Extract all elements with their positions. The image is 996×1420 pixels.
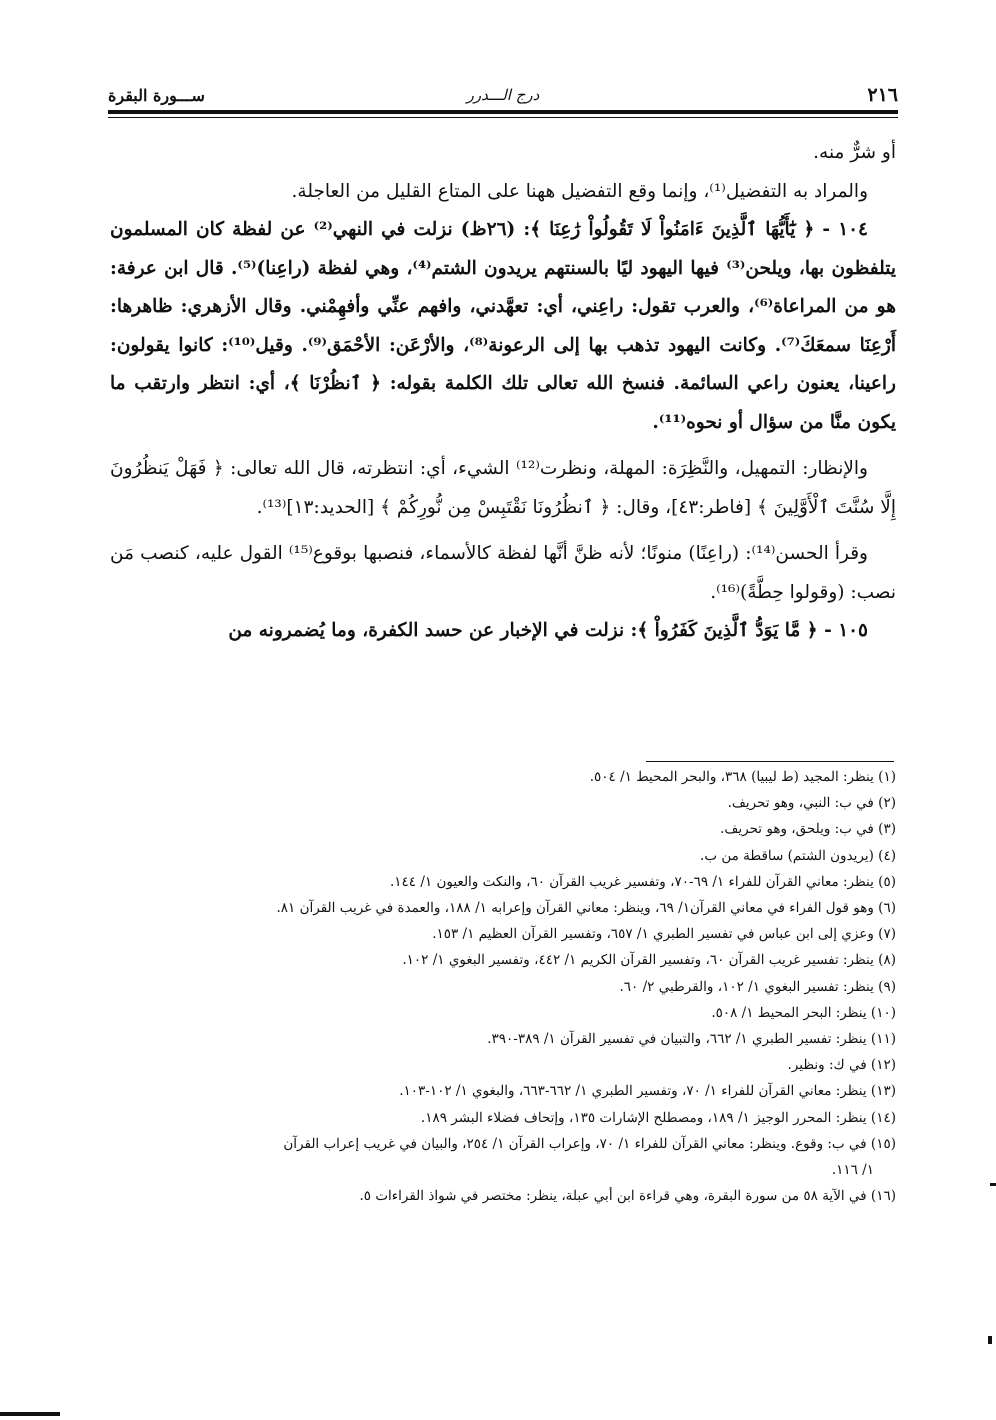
footnote: (٥) ينظر: معاني القرآن للفراء ١/ ٦٩-٧٠، وتفسير غريب القرآن ٦٠، والنكت والعيون ١/ ١٤٤. (390, 873, 896, 890)
footnote: (٩) ينظر: تفسير البغوي ١/ ١٠٢، والقرطبي ٢/ ٦٠. (619, 978, 896, 995)
footnote: (١٤) ينظر: المحرر الوجيز ١/ ١٨٩، ومصطلح الإشارات ١٣٥، وإتحاف فضلاء البشر ١٨٩. (420, 1109, 896, 1126)
footnote: (٣) في ب: ويلحق، وهو تحريف. (720, 821, 896, 838)
page-number: ٢١٦ (867, 84, 898, 106)
verse-105-paragraph: ١٠٥ - ﴿ مَّا يَوَدُّ ٱلَّذِينَ كَفَرُواْ ﴾: نزلت في الإخبار عن حسد الكفرة، وما يُضمرونه من (228, 620, 868, 641)
scan-edge-dot (988, 1336, 992, 1344)
footnote: (١٣) ينظر: معاني القرآن للفراء ١/ ٧٠، وتفسير الطبري ١/ ٦٦٢-٦٦٣، والبغوي ١/ ١٠٢-١٠٣. (399, 1083, 896, 1100)
footnote: (١٢) في ك: ونظير. (787, 1057, 896, 1074)
footnote: (١) ينظر: المجيد (ط ليبيا) ٣٦٨، والبحر المحيط ١/ ٥٠٤. (589, 769, 896, 785)
footnote: (٢) في ب: النبي، وهو تحريف. (727, 795, 896, 812)
footnote-continuation: ١/ ١١٦. (831, 1162, 874, 1179)
paragraph: أو شرٌّ منه. (813, 142, 896, 163)
paragraph: والإنظار: التمهيل، والنَّظِرَة: المهلة، ونظرت⁽¹²⁾ الشيء، أي: انتظرته، قال الله تعالى: ﴿ فَهَلْ يَنظُرُونَ إِلَّا سُنَّتَ ٱلْأَوَّلِينَ ﴾ [فاطر:٤٣]، وقال: ﴿ ٱنظُرُونَا نَقْتَبِسْ مِن نُّورِكُمْ ﴾ [الحديد:١٣]⁽¹³⁾. (110, 458, 896, 518)
surah-name: ســـورة البقرة (108, 86, 205, 105)
page-header (108, 84, 898, 108)
footnote: (٧) وعزي إلى ابن عباس في تفسير الطبري ١/ ٦٥٧، وتفسير القرآن العظيم ١/ ١٥٣. (432, 926, 896, 943)
footnote-separator (646, 761, 894, 762)
header-rule-thin (108, 117, 898, 118)
footnote: (١٦) في الآية ٥٨ من سورة البقرة، وهي قراءة ابن أبي عبلة، ينظر: مختصر في شواذ القراءات ٥. (359, 1188, 896, 1205)
footnote: (٨) ينظر: تفسير غريب القرآن ٦٠، وتفسير القرآن الكريم ١/ ٤٤٢، وتفسير البغوي ١/ ١٠٢. (402, 952, 896, 969)
paragraph: والمراد به التفضيل⁽¹⁾، وإنما وقع التفضيل ههنا على المتاع القليل من العاجلة. (291, 180, 868, 202)
footnote: (١٥) في ب: وقوع. وينظر: معاني القرآن للفراء ١/ ٧٠، وإعراب القرآن ١/ ٢٥٤، والبيان في غريب إعراب القرآن (283, 1135, 896, 1152)
footnote: (١١) ينظر: تفسير الطبري ١/ ٦٦٢، والتبيان في تفسير القرآن ١/ ٣٨٩-٣٩٠. (487, 1031, 896, 1048)
footnote: (٦) وهو قول الفراء في معاني القرآن١/ ٦٩، وينظر: معاني القرآن وإعرابه ١/ ١٨٨، والعمدة في غريب القرآن ٨١. (276, 900, 896, 917)
book-title: درج الـــدرر (466, 86, 540, 104)
footnote: (٤) (يريدون الشتم) ساقطة من ب. (700, 847, 896, 864)
main-text (110, 134, 896, 651)
footnote: (١٠) ينظر: البحر المحيط ١/ ٥٠٨. (711, 1004, 896, 1021)
verse-104-paragraph: ١٠٤ - ﴿ يَٰٓأَيُّهَا ٱلَّذِينَ ءَامَنُواْ لَا تَقُولُواْ رَٰعِنَا ﴾: (٢٦ظ) نزلت في النهي⁽²⁾ عن لفظة كان المسلمون يتلفظون بها، ويلحن⁽³⁾ فيها اليهود ليًا بالسنتهم يريدون الشتم⁽⁴⁾، وهي لفظة (راعِنا)⁽⁵⁾. قال ابن عرفة: هو من المراعاة⁽⁶⁾، والعرب تقول: راعِني، أي: تعهَّدني، وافهم عنِّي وأفهِمْني. وقال الأزهري: ظاهرها: أَرْعِنَا سمعَكَ⁽⁷⁾. وكانت اليهود تذهب بها إلى الرعونة⁽⁸⁾، والأرْعَن: الأحْمَق⁽⁹⁾. وقيل⁽¹⁰⁾: كانوا يقولون: راعينا، يعنون راعي السائمة. فنسخ الله تعالى تلك الكلمة بقوله: ﴿ ٱنظُرْنَا ﴾، أي: انتظر وارتقب ما يكون منَّا من سؤال أو نحوه⁽¹¹⁾. (110, 219, 897, 433)
header-rule-thick (108, 110, 898, 114)
scan-bottom-bar (0, 1412, 60, 1416)
footnotes (180, 764, 896, 1209)
scan-edge-mark (990, 1183, 996, 1186)
paragraph: وقرأ الحسن⁽¹⁴⁾: (راعِنًا) منونًا؛ لأنه ظنَّ أنَّها لفظة كالأسماء، فنصبها بوقوع⁽¹⁵⁾ القول عليه، كنصب مَن نصب: (وقولوا حِطَّةً)⁽¹⁶⁾. (110, 543, 896, 603)
